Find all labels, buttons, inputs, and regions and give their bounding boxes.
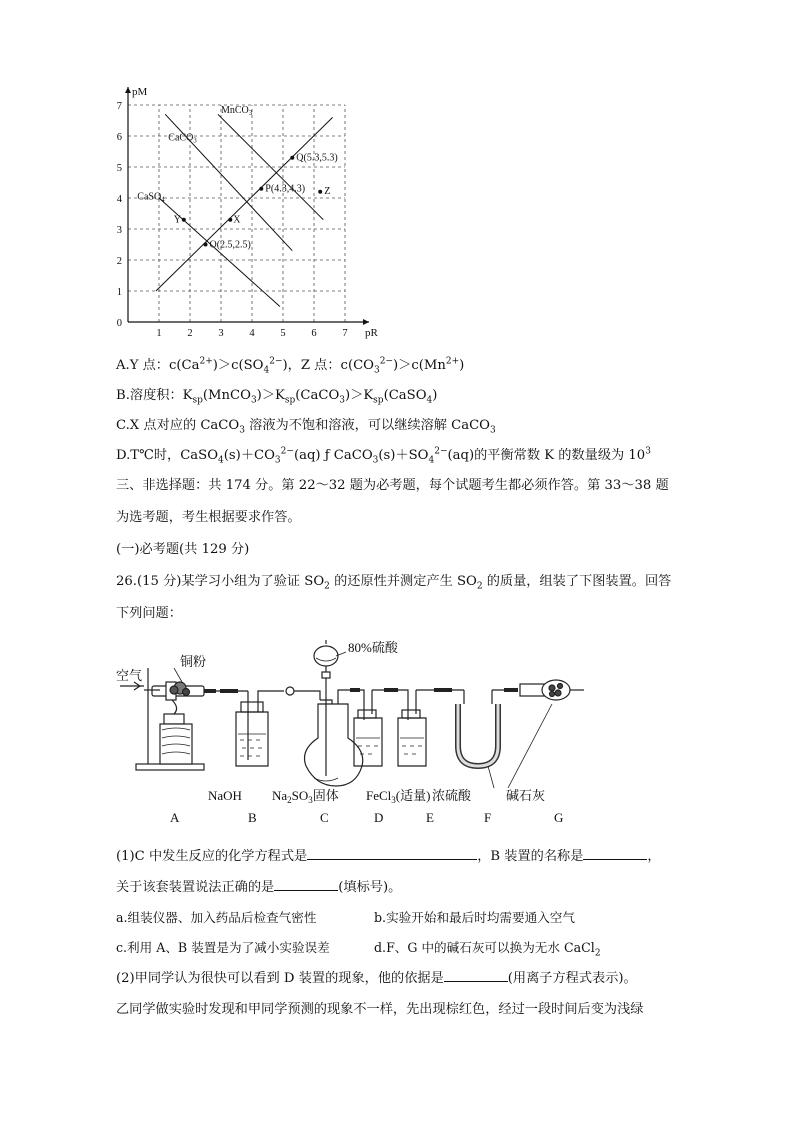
chart-labels [117,86,379,339]
option-a: A.Y 点：$c(Ca^{2+})>c(SO_4^{2-})$，Z 点：$c(CO_3^{2-})>c(Mn^{2+})$ [116,356,465,376]
x-tick-label: 5 [280,328,286,339]
apparatus-b [236,691,284,766]
label-f: F [484,810,492,825]
label-na2so3: $Na_2SO_3$固体 [272,788,339,805]
point-label-y: Y [173,214,182,226]
series-label-caco3: CaCO$_3$ [168,132,197,145]
x-tick-label: 4 [249,328,255,339]
x-tick-label: 1 [156,328,162,339]
solubility-chart [110,86,410,342]
answer-blank-equation[interactable] [307,847,477,860]
q26-option-c: c.利用 A、B 装置是为了减小实验误差 [116,940,330,955]
label-fecl3: FeCl$_3$(适量) [366,788,431,805]
point-label-p: P(4.3,4.3) [265,183,306,195]
q26-part2-cont: 乙同学做实验时发现和甲同学预测的现象不一样，先出现棕红色，经过一段时间后变为浅绿 [116,1002,644,1017]
series-label-caso4: CaSO$_4$ [137,191,165,204]
label-sulfuric-acid: 80%硫酸 [348,640,398,655]
label-g: G [554,810,564,825]
option-c: C.X 点对应的 CaCO$_3$ 溶液为不饱和溶液，可以继续溶解 CaCO$_3$ [116,418,496,436]
label-b: B [248,810,257,825]
q26-part2: (2)甲同学认为很快可以看到 D 装置的现象，他的依据是 (用离子方程式表示)。 [116,971,637,986]
label-e: E [426,810,434,825]
point-label-o: O(2.5,2.5) [209,239,251,251]
required-section-title: (一)必考题(共 129 分) [116,542,250,557]
chart-axes [125,87,369,325]
apparatus-f [458,690,518,766]
answer-blank-b-name[interactable] [583,847,647,860]
label-d: D [374,810,384,825]
point-x [228,218,232,222]
y-tick-label: 3 [116,225,122,236]
x-tick-label: 3 [218,328,224,339]
label-air: 空气 [116,668,143,683]
label-a: A [170,810,180,825]
x-axis-arrow [363,319,369,325]
point-y [182,218,186,222]
y-tick-label: 6 [116,132,122,143]
series-line-mnco3 [218,114,323,219]
label-soda-lime: 碱石灰 [506,788,546,803]
apparatus-g [520,680,584,700]
q26-stem-cont: 下列问题： [116,606,182,621]
section-heading-cont: 为选考题，考生根据要求作答。 [116,510,301,525]
option-d: D.T℃时，$CaSO_4(s)+CO_3^{2-}(aq)$ ƒ $CaCO_3(s)+SO_4^{2-}(aq)$的平衡常数 K 的数量级为 $10^3$ [116,446,651,466]
experiment-apparatus [108,638,608,828]
answer-blank-ionic[interactable] [444,969,508,982]
section-heading: 三、非选择题：共 174 分。第 22～32 题为必考题，每个试题考生都必须作答。第 33～38 题 [116,478,669,493]
point-p [259,187,263,191]
x-tick-label: 2 [187,328,193,339]
x-tick-label: 6 [311,328,317,339]
point-q [290,156,294,160]
point-label-z: Z [324,185,331,197]
y-axis-arrow [125,87,131,93]
answer-blank-choice[interactable] [274,878,338,891]
q26-option-d: d.F、G 中的碱石灰可以换为无水 CaCl$_2$ [374,940,601,959]
q26-part1-cont: 关于该套装置说法正确的是 (填标号)。 [116,880,402,895]
point-label-q: Q(5.3,5.3) [296,152,338,164]
q26-stem: 26.(15 分)某学习小组为了验证 $SO_2$ 的还原性并测定产生 $SO_2$ 的质量，组装了下图装置。回答 [116,574,672,592]
q26-option-b: b.实验开始和最后时均需要通入空气 [374,910,575,925]
y-tick-label: 7 [116,101,122,112]
apparatus-a [120,668,216,770]
point-label-x: X [233,214,241,226]
point-z [318,190,322,194]
label-copper-powder: 铜粉 [180,654,207,669]
q26-part1: (1)C 中发生反应的化学方程式是 ，B 装置的名称是 ， [116,849,661,864]
label-c: C [320,810,329,825]
q26-option-a: a.组装仪器、加入药品后检查气密性 [116,910,317,925]
y-tick-label: 0 [116,318,122,329]
y-tick-label: 1 [116,287,122,298]
option-b: B.溶度积：$K_{sp}(MnCO_3)>K_{sp}(CaCO_3)>K_{sp}(CaSO_4)$ [116,388,438,406]
x-tick-label: 7 [342,328,348,339]
y-tick-label: 2 [116,256,122,267]
series-label-mnco3: MnCO$_3$ [221,104,253,117]
label-conc-sulfuric: 浓硫酸 [432,788,472,803]
point-o [204,243,208,247]
y-axis-label: pM [132,86,148,98]
y-tick-label: 4 [116,194,122,205]
y-tick-label: 5 [116,163,122,174]
label-naoh: NaOH [208,788,242,803]
x-axis-label: pR [365,327,378,339]
